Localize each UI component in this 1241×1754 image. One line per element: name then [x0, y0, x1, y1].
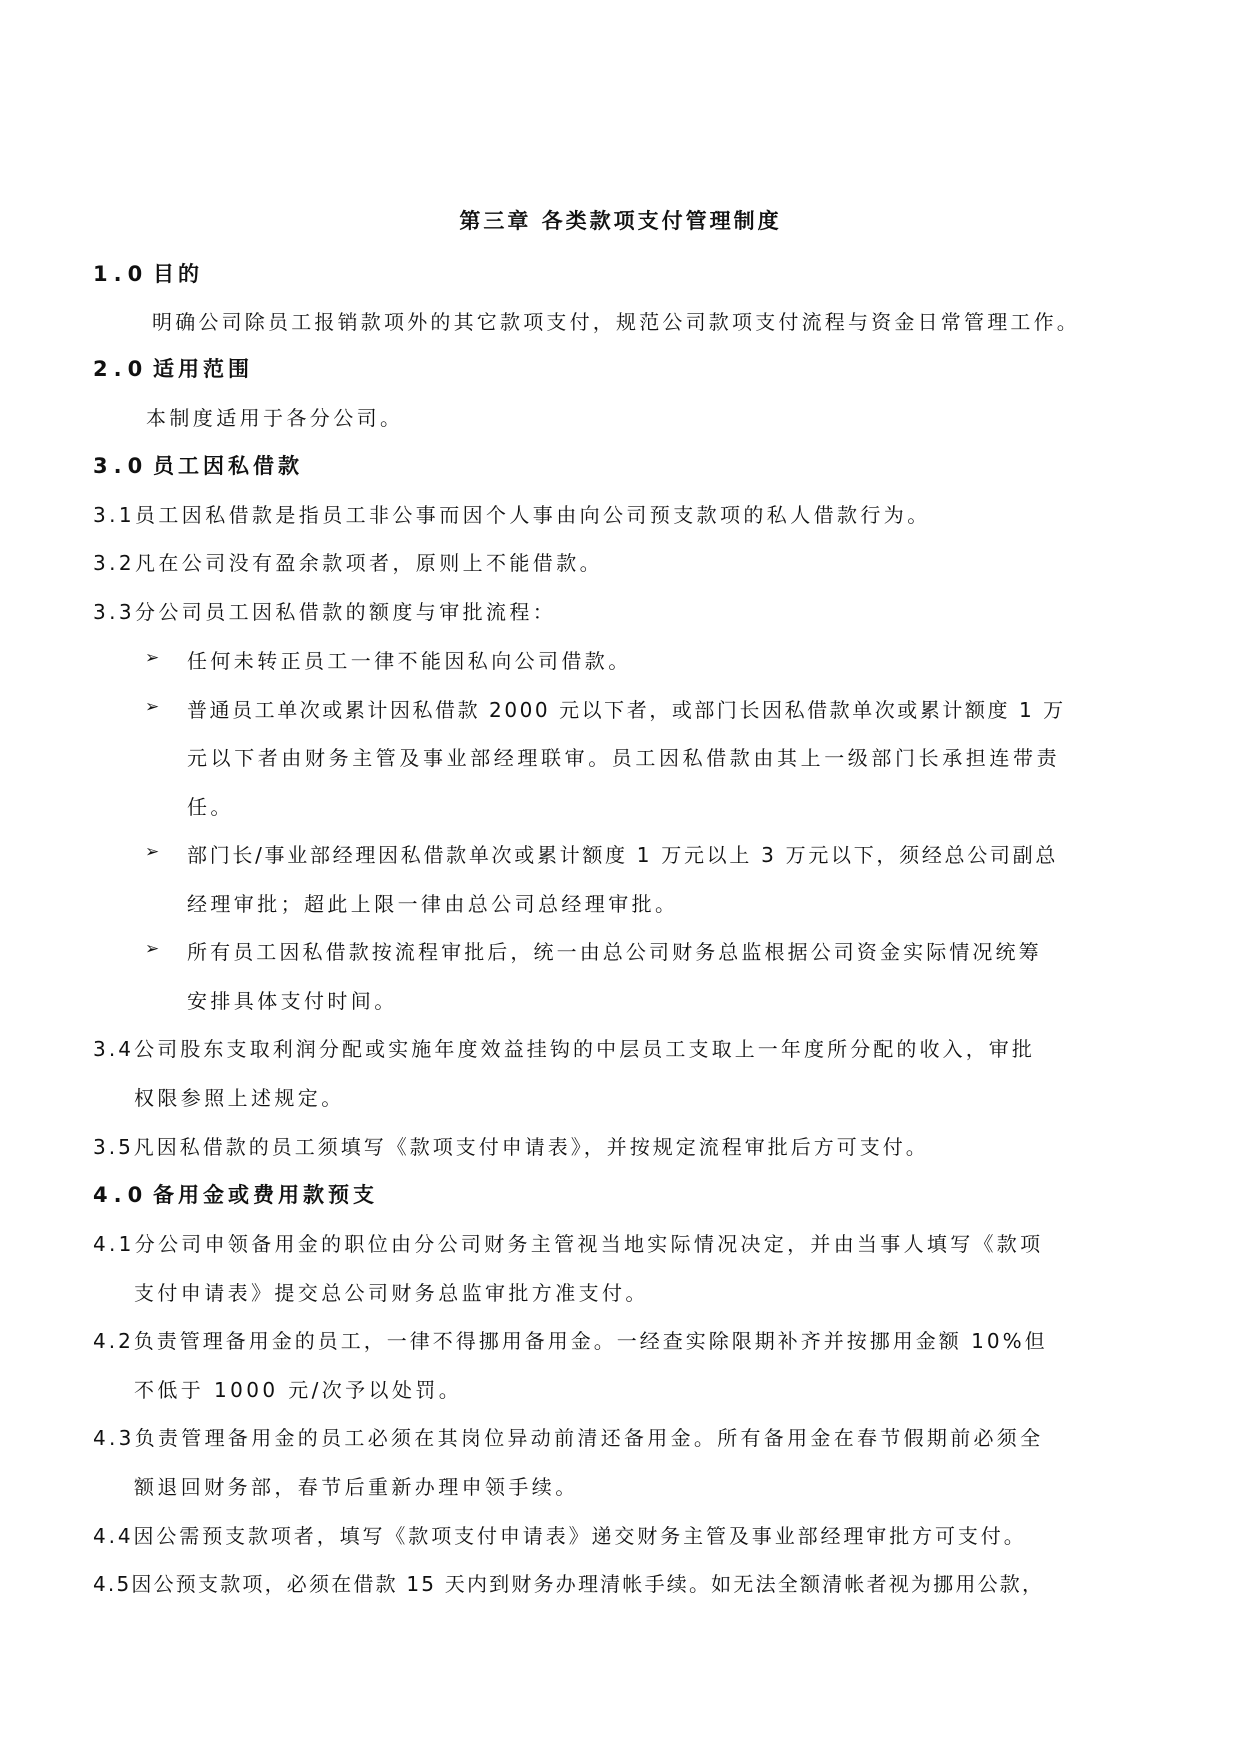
clause-4-2: 4.2负责管理备用金的员工，一律不得挪用备用金。一经查实除限期补齐并按挪用金额 10%但 [93, 1329, 1048, 1353]
bullet-item-continued: 任。 [187, 795, 234, 819]
section-heading-personal-loans [93, 450, 303, 480]
clause-3-1: 3.1员工因私借款是指员工非公事而因个人事由向公司预支款项的私人借款行为。 [93, 503, 931, 527]
clause-4-3-continued: 额退回财务部，春节后重新办理申领手续。 [134, 1475, 579, 1499]
section-number: 3.0 [93, 454, 149, 478]
section-title: 备用金或费用款预支 [153, 1183, 378, 1207]
bullet-item: 部门长/事业部经理因私借款单次或累计额度 1 万元以上 3 万元以下，须经总公司副总 [187, 843, 1059, 867]
bullet-item: 所有员工因私借款按流程审批后，统一由总公司财务总监根据公司资金实际情况统筹 [187, 940, 1042, 964]
bullet-item: 任何未转正员工一律不能因私向公司借款。 [187, 649, 632, 673]
section-heading-petty-cash [93, 1179, 378, 1209]
clause-4-1-continued: 支付申请表》提交总公司财务总监审批方准支付。 [134, 1281, 649, 1305]
chapter-title: 第三章 各类款项支付管理制度 [459, 209, 782, 233]
clause-4-2-continued: 不低于 1000 元/次予以处罚。 [134, 1378, 463, 1402]
paragraph-line: 明确公司除员工报销款项外的其它款项支付，规范公司款项支付流程与资金日常管理工作。 [152, 310, 1080, 334]
clause-3-4-continued: 权限参照上述规定。 [134, 1086, 345, 1110]
bullet-arrow-icon: ➢ [145, 842, 160, 862]
clause-3-3: 3.3分公司员工因私借款的额度与审批流程： [93, 600, 557, 624]
bullet-arrow-icon: ➢ [145, 697, 160, 717]
clause-3-5: 3.5凡因私借款的员工须填写《款项支付申请表》，并按规定流程审批后方可支付。 [93, 1135, 929, 1159]
bullet-item-continued: 经理审批；超此上限一律由总公司总经理审批。 [187, 892, 679, 916]
bullet-arrow-icon: ➢ [145, 939, 160, 959]
clause-4-3: 4.3负责管理备用金的员工必须在其岗位异动前清还备用金。所有备用金在春节假期前必须全 [93, 1426, 1044, 1450]
section-title: 适用范围 [153, 357, 253, 381]
bullet-item: 普通员工单次或累计因私借款 2000 元以下者，或部门长因私借款单次或累计额度 1 万 [187, 698, 1066, 722]
section-title: 目的 [153, 262, 203, 286]
section-number: 4.0 [93, 1183, 149, 1207]
clause-3-2: 3.2凡在公司没有盈余款项者，原则上不能借款。 [93, 551, 604, 575]
section-title: 员工因私借款 [153, 454, 303, 478]
section-heading-purpose [93, 258, 203, 288]
paragraph-line: 本制度适用于各分公司。 [146, 406, 404, 430]
clause-4-5: 4.5因公预支款项，必须在借款 15 天内到财务办理清帐手续。如无法全额清帐者视为挪用公款， [93, 1572, 1045, 1596]
clause-3-4: 3.4公司股东支取利润分配或实施年度效益挂钩的中层员工支取上一年度所分配的收入，审批 [93, 1037, 1036, 1061]
section-number: 2.0 [93, 357, 149, 381]
clause-4-4: 4.4因公需预支款项者，填写《款项支付申请表》递交财务主管及事业部经理审批方可支付。 [93, 1524, 1027, 1548]
section-number: 1.0 [93, 262, 149, 286]
bullet-arrow-icon: ➢ [145, 648, 160, 668]
section-heading-scope [93, 353, 253, 383]
bullet-item-continued: 安排具体支付时间。 [187, 989, 398, 1013]
clause-4-1: 4.1分公司申领备用金的职位由分公司财务主管视当地实际情况决定，并由当事人填写《款项 [93, 1232, 1044, 1256]
bullet-item-continued: 元以下者由财务主管及事业部经理联审。员工因私借款由其上一级部门长承担连带责 [187, 746, 1061, 770]
